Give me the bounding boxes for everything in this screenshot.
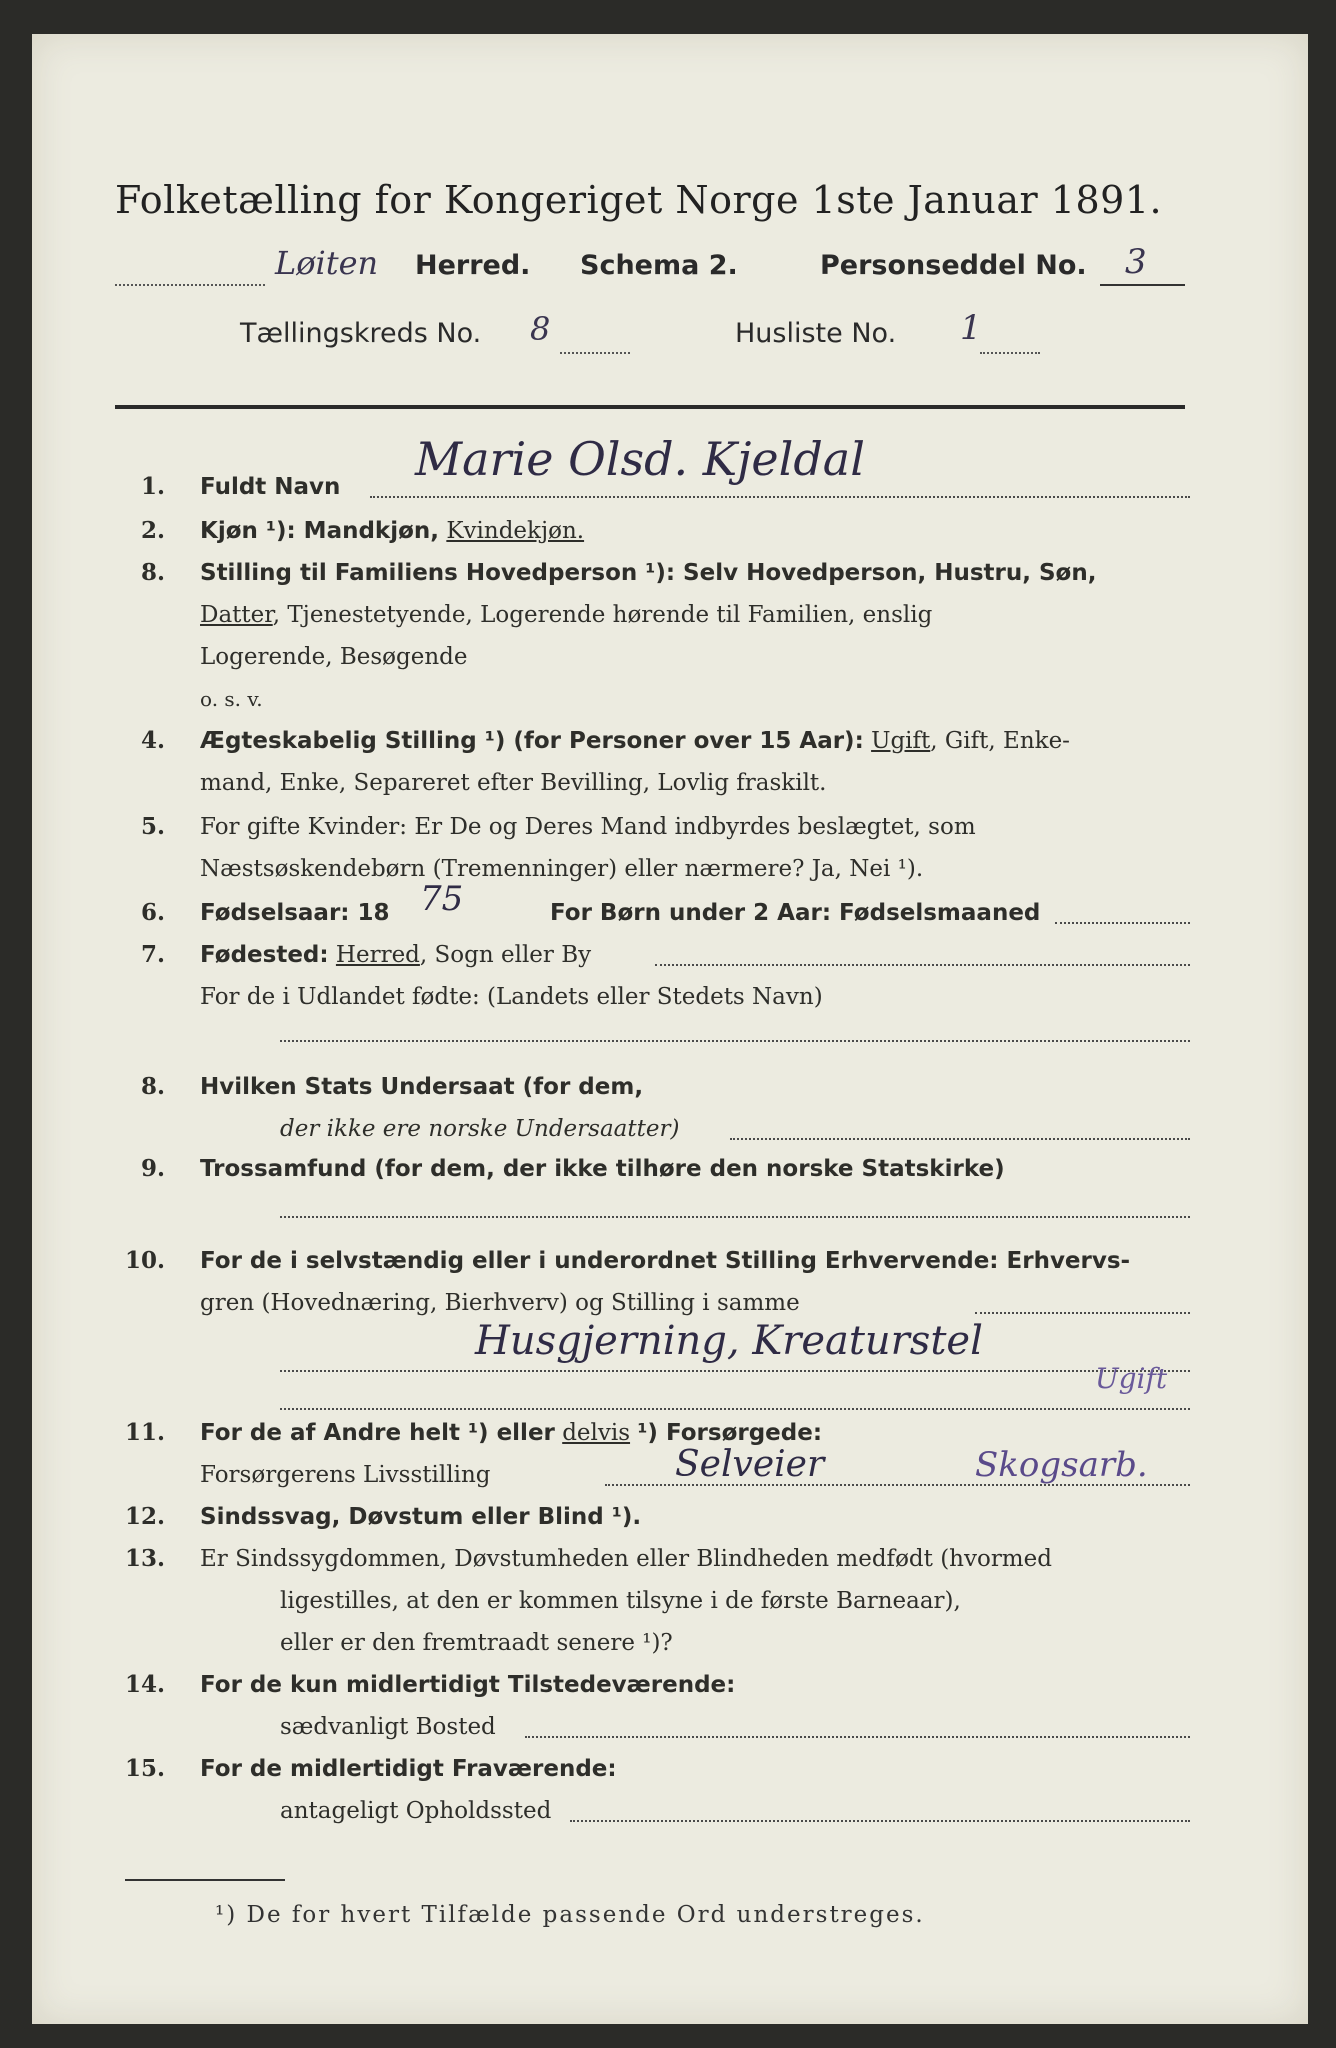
- item-text: Sindssvag, Døvstum eller Blind ¹).: [200, 1504, 642, 1530]
- item-line: Næstsøskendebørn (Tremenninger) eller nærmere? Ja, Nei ¹).: [200, 856, 924, 882]
- footnote: ¹) De for hvert Tilfælde passende Ord understreges.: [215, 1902, 925, 1928]
- item-number: 15.: [124, 1755, 165, 1782]
- item-label: Fuldt Navn: [200, 474, 341, 500]
- item-line-rest: , Gift, Enke-: [930, 728, 1070, 754]
- fill-line: [655, 964, 1190, 966]
- provider-value: Selveier: [675, 1444, 825, 1485]
- personseddel-rule: [1100, 284, 1185, 286]
- item-number: 14.: [124, 1671, 165, 1698]
- personseddel-label: Personseddel No.: [820, 250, 1087, 281]
- item-line: Hvilken Stats Undersaat (for dem,: [200, 1074, 644, 1100]
- margin-note: Ugift: [1095, 1362, 1168, 1395]
- item-number: 8.: [140, 1073, 165, 1100]
- item-line: For de i selvstændig eller i underordnet Stilling Erhvervende: Erhvervs-: [200, 1248, 1131, 1274]
- full-name-value: Marie Olsd. Kjeldal: [415, 432, 865, 486]
- item-number: 1.: [140, 473, 165, 500]
- item-text: [200, 806, 1200, 890]
- item-line: gren (Hovednæring, Bierhverv) og Stilling i samme: [200, 1290, 800, 1316]
- item-text: [200, 552, 1200, 720]
- item-line: Stilling til Familiens Hovedperson ¹): Selv Hovedperson, Hustru, Søn,: [200, 560, 1097, 586]
- herred-value: Løiten: [275, 244, 379, 282]
- item-label: Ægteskabelig Stilling ¹) (for Personer over 15 Aar):: [200, 728, 864, 754]
- item-number: 2.: [140, 517, 165, 544]
- item-line-rest: , Tjenestetyende, Logerende hørende til Familien, enslig: [272, 602, 933, 628]
- kreds-husliste-line: [240, 308, 1140, 364]
- leader-dots: [115, 284, 265, 286]
- selected-option: delvis: [562, 1420, 631, 1446]
- item-number: 4.: [140, 727, 165, 754]
- item-number: 10.: [124, 1247, 165, 1274]
- item-line: antageligt Opholdssted: [280, 1798, 552, 1824]
- item-text: [200, 934, 1200, 1018]
- birth-year-value: 75: [420, 879, 464, 919]
- item-line: [200, 594, 1200, 636]
- fill-line: [370, 496, 1190, 498]
- fill-line: [525, 1736, 1190, 1738]
- item-line: sædvanligt Bosted: [280, 1714, 496, 1740]
- item-line: For de i Udlandet fødte: (Landets eller Stedets Navn): [200, 984, 823, 1010]
- item-text: [200, 1538, 1200, 1664]
- kreds-label: Tællingskreds No.: [240, 318, 482, 349]
- item-number: 9.: [140, 1155, 165, 1182]
- item-number: 13.: [124, 1545, 165, 1572]
- item-number: 5.: [140, 813, 165, 840]
- item-line: For de midlertidigt Fraværende:: [200, 1756, 617, 1782]
- kreds-value: 8: [530, 310, 551, 348]
- item-line: eller er den fremtraadt senere ¹)?: [280, 1630, 673, 1656]
- schema-label: Schema 2.: [580, 250, 738, 281]
- fill-line: [570, 1820, 1190, 1822]
- husliste-dots: [980, 352, 1040, 354]
- item-text: [200, 510, 1200, 552]
- fill-line: [730, 1138, 1190, 1140]
- fill-line: [280, 1408, 1190, 1410]
- provider-value-2: Skogsarb.: [975, 1445, 1148, 1485]
- herred-schema-line: [115, 242, 1185, 296]
- item-line: o. s. v.: [200, 687, 263, 711]
- fill-line: [280, 1216, 1190, 1218]
- item-number: 7.: [140, 941, 165, 968]
- item-text: Trossamfund (for dem, der ikke tilhøre den norske Statskirke): [200, 1156, 1005, 1182]
- item-line: der ikke ere norske Undersaatter): [280, 1116, 680, 1142]
- selected-option: Kvindekjøn.: [446, 518, 585, 544]
- item-label: Fødselsaar: 18: [200, 900, 390, 926]
- header-rule: [115, 405, 1185, 409]
- item-number: 8.: [140, 559, 165, 586]
- husliste-label: Husliste No.: [735, 318, 897, 349]
- herred-label: Herred.: [415, 250, 531, 281]
- item-line: Er Sindssygdommen, Døvstumheden eller Blindheden medfødt (hvormed: [200, 1546, 1052, 1572]
- selected-option: Ugift: [871, 728, 931, 754]
- item-line: Logerende, Besøgende: [200, 644, 468, 670]
- fill-line: [280, 1040, 1190, 1042]
- fill-line: [975, 1312, 1190, 1314]
- item-line: For de kun midlertidigt Tilstedeværende:: [200, 1672, 736, 1698]
- item-line-rest: ¹) Forsørgede:: [637, 1420, 823, 1446]
- kreds-dots: [560, 352, 630, 354]
- fill-line: [280, 1370, 1190, 1372]
- item-line: [200, 720, 1200, 762]
- husliste-value: 1: [960, 308, 982, 348]
- item-label: For Børn under 2 Aar: Fødselsmaaned: [550, 900, 1041, 926]
- form-title: Folketælling for Kongeriget Norge 1ste Januar 1891.: [115, 178, 1163, 222]
- item-line: Forsørgerens Livsstilling: [200, 1462, 491, 1488]
- item-text: [200, 720, 1200, 804]
- item-line: [200, 934, 1200, 976]
- item-line-rest: , Sogn eller By: [419, 942, 592, 968]
- item-label: Fødested:: [200, 942, 329, 968]
- item-line: mand, Enke, Separeret efter Bevilling, Lovlig fraskilt.: [200, 770, 827, 796]
- selected-option: Datter: [200, 602, 273, 628]
- item-number: 6.: [140, 899, 165, 926]
- occupation-value: Husgjerning, Kreaturstel: [475, 1318, 983, 1364]
- selected-option: Herred: [335, 942, 420, 968]
- item-number: 11.: [124, 1419, 165, 1446]
- footnote-rule: [125, 1879, 285, 1881]
- item-line: ligestilles, at den er kommen tilsyne i de første Barneaar),: [280, 1588, 961, 1614]
- fill-line: [1055, 922, 1190, 924]
- item-label: Kjøn ¹): Mandkjøn,: [200, 518, 440, 544]
- item-number: 12.: [124, 1503, 165, 1530]
- item-label: For de af Andre helt ¹) eller: [200, 1420, 555, 1446]
- item-line: For gifte Kvinder: Er De og Deres Mand indbyrdes beslægtet, som: [200, 814, 976, 840]
- personseddel-value: 3: [1125, 242, 1147, 282]
